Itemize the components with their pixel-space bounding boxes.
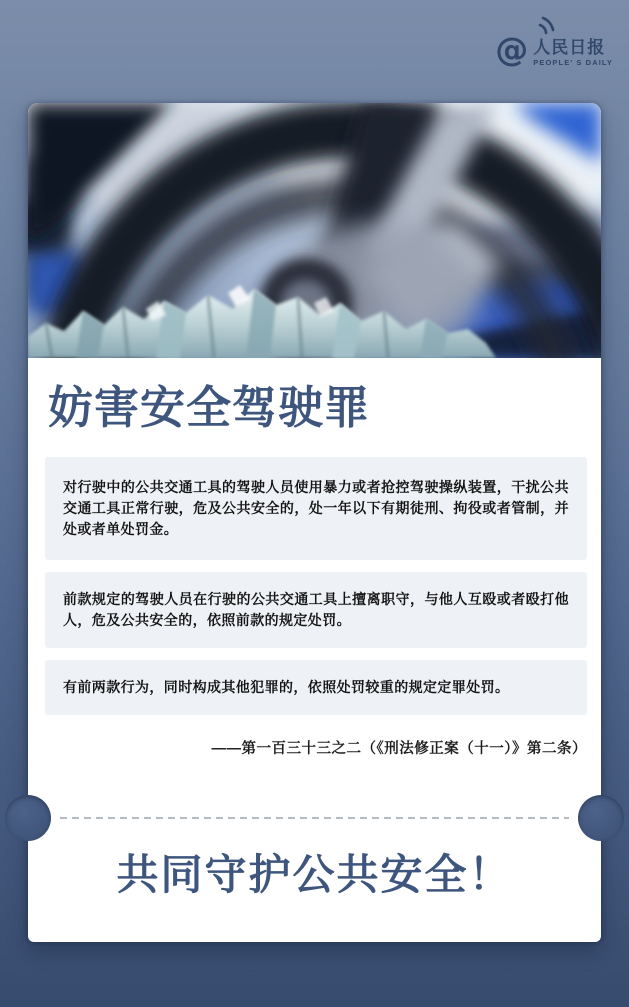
page-title: 妨害安全驾驶罪	[48, 383, 371, 433]
law-clause-2: 前款规定的驾驶人员在行驶的公共交通工具上擅离职守，与他人互殴或者殴打他人，危及公共安全的，依照前款的规定处罚。	[45, 572, 587, 648]
law-clause-1: 对行驶中的公共交通工具的驾驶人员使用暴力或者抢控驾驶操纵装置，干扰公共交通工具正常行驶，危及公共安全的，处一年以下有期徒刑、拘役或者管制，并处或者单处罚金。	[45, 457, 587, 560]
slogan-text: 共同守护公共安全！	[116, 851, 513, 898]
peoples-daily-logo	[495, 32, 613, 68]
ticket-notch-left	[5, 795, 51, 841]
megaphone-at-icon: @	[495, 32, 528, 68]
card-body	[28, 383, 601, 758]
ticket-notch-right	[578, 795, 624, 841]
dashed-divider	[60, 817, 569, 819]
logo-english-name: PEOPLE' S DAILY	[533, 58, 613, 67]
logo-text	[533, 39, 613, 67]
content-card	[28, 103, 601, 942]
steering-wheel-photo	[28, 103, 601, 358]
logo-chinese-name: 人民日报	[533, 38, 606, 57]
law-clause-3: 有前两款行为，同时构成其他犯罪的，依照处罚较重的规定定罪处罚。	[45, 660, 587, 715]
sound-waves-icon	[526, 7, 560, 41]
legal-citation: ——第一百三十三之二（《刑法修正案（十一）》第二条）	[211, 741, 587, 757]
